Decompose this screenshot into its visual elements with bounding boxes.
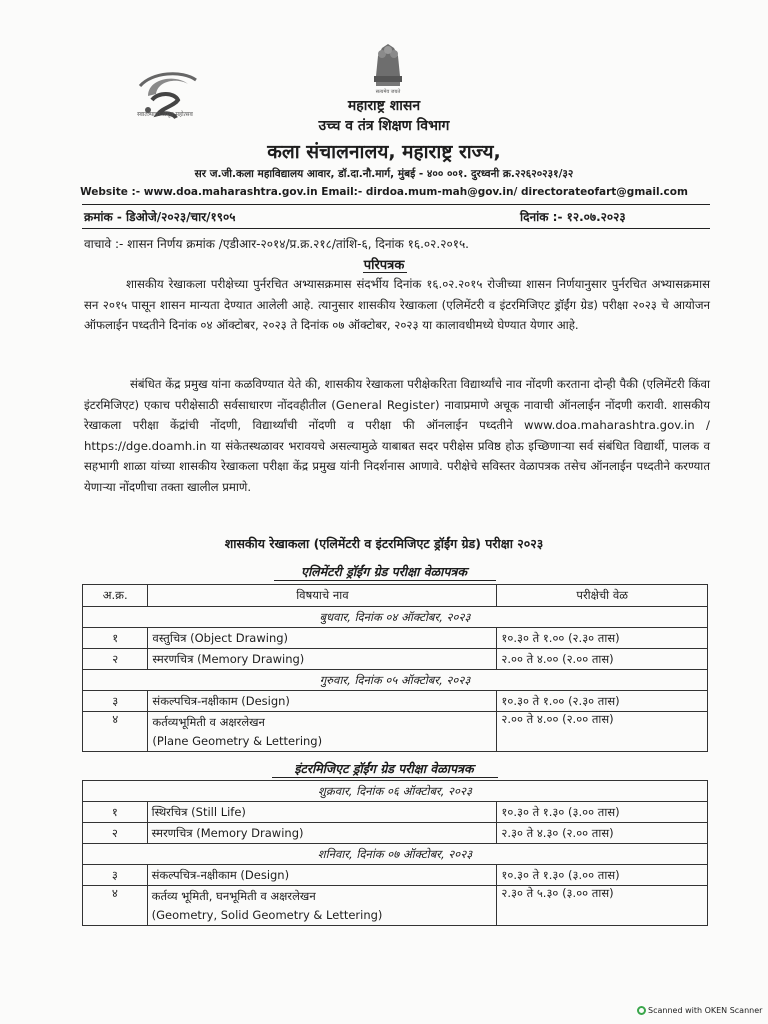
subject-name-line: कर्तव्य भूमिती, घनभूमिती व अक्षरलेखन bbox=[151, 888, 316, 903]
table-row bbox=[83, 712, 708, 752]
reference-number: क्रमांक - डिओजे/२०२३/चार/१९०५ bbox=[84, 210, 236, 224]
exam-time: २.०० ते ४.०० (२.०० तास) bbox=[497, 712, 708, 752]
serial-number: ३ bbox=[83, 865, 148, 886]
reference-date: दिनांक :- १२.०७.२०२३ bbox=[520, 210, 626, 224]
column-header: परीक्षेची वेळ bbox=[497, 585, 708, 607]
table-row bbox=[83, 802, 708, 823]
day-label: बुधवार, दिनांक ०४ ऑक्टोबर, २०२३ bbox=[83, 607, 708, 628]
day-row bbox=[83, 781, 708, 802]
directorate-name: कला संचालनालय, महाराष्ट्र राज्य, bbox=[267, 141, 501, 163]
paragraph-2-text: संबंधित केंद्र प्रमुख यांना कळविण्यात येते की, शासकीय रेखाकला परीक्षेकरिता विद्यार्थ्यांचे नाव नोंदणी करताना दोन्ही पैकी (एलिमेंटरी किंवा इंटरमिजिएट) एकाच परीक्षेसाठी सर्वसाधारण नोंदवहीतील (General Register) नावाप्रमाणे अचूक नावाची ऑनलाईन नोंदणी करावी. शासकीय रेखाकला परीक्षा केंद्रांची नोंदणी, विद्यार्थ्यांची नोंदणी व परीक्षा फी ऑनलाईन पध्दतीने bbox=[84, 377, 710, 433]
column-header: विषयाचे नाव bbox=[148, 585, 497, 607]
serial-number: ३ bbox=[83, 691, 148, 712]
table-row bbox=[83, 628, 708, 649]
title-underline bbox=[363, 272, 407, 273]
website-line: Website :- www.doa.maharashtra.gov.in Email:- dirdoa.mum-mah@gov.in/ directorateofart@gmail.com bbox=[80, 186, 688, 198]
serial-number: २ bbox=[83, 649, 148, 670]
day-row bbox=[83, 607, 708, 628]
exam-title: शासकीय रेखाकला (एलिमेंटरी व इंटरमिजिएट ड्रॉईंग ग्रेड) परीक्षा २०२३ bbox=[224, 536, 544, 551]
table-row bbox=[83, 886, 708, 926]
subject-name-english: (Geometry, Solid Geometry & Lettering) bbox=[151, 907, 383, 922]
subject-name-english: (Plane Geometry & Lettering) bbox=[152, 733, 323, 748]
day-row bbox=[83, 670, 708, 691]
subject-name bbox=[148, 712, 497, 752]
circular-title: परिपत्रक bbox=[363, 258, 405, 273]
table-row bbox=[83, 691, 708, 712]
serial-number: ४ bbox=[83, 712, 148, 752]
read-reference: वाचावे :- शासन निर्णय क्रमांक /एडीआर-२०१४/प्र.क्र.२१८/तांशि-६, दिनांक १६.०२.२०१५. bbox=[84, 237, 469, 251]
subject-name: स्थिरचित्र (Still Life) bbox=[147, 802, 497, 823]
heading-underline bbox=[274, 580, 496, 581]
column-header: अ.क्र. bbox=[83, 585, 148, 607]
paragraph-2-text-cont: या संकेतस्थळावर भरावयचे असल्यामुळे याबाबत सदर परीक्षेस प्रविष्ठ होऊ इच्छिणाऱ्या सर्व संबंधित विद्यार्थी, पालक व सहभागी शाळा यांच्या शासकीय रेखाकला परीक्षा केंद्र प्रमुख यांनी निदर्शनास आणावे. परीक्षेचे सविस्तर वेळापत्रक तसेच ऑनलाईन पध्दतीने करण्यात येणाऱ्या नोंदणीचा तक्ता खालील प्रमाणे. bbox=[84, 438, 710, 494]
subject-name: स्मरणचित्र (Memory Drawing) bbox=[147, 823, 497, 844]
address-line: सर ज.जी.कला महाविद्यालय आवार, डॉ.दा.नौ.मार्ग, मुंबई - ४०० ००१. दुरध्वनी क्र.२२६२०२३१/३२ bbox=[194, 168, 574, 180]
paragraph-1: शासकीय रेखाकला परीक्षेच्या पुर्नरचित अभ्यासक्रमास संदर्भीय दिनांक १६.०२.२०१५ रोजीच्या शासन निर्णयानुसार पुर्नरचित अभ्यासक्रमास सन २०१५ पासून शासन मान्यता देण्यात आलेली आहे. त्यानुसार शासकीय रेखाकला (एलिमेंटरी व इंटरमिजिएट ड्रॉईंग ग्रेड) परीक्षा २०२३ चे आयोजन ऑफलाईन पध्दतीने दिनांक ०४ ऑक्टोबर, २०२३ ते दिनांक ०७ ऑक्टोबर, २०२३ या कालावधीमध्ये घेण्यात येणार आहे. bbox=[84, 277, 710, 333]
subject-name: वस्तुचित्र (Object Drawing) bbox=[148, 628, 497, 649]
department-name: उच्च व तंत्र शिक्षण विभाग bbox=[318, 118, 450, 134]
elementary-table bbox=[82, 584, 708, 752]
exam-time: १०.३० ते १.०० (२.३० तास) bbox=[497, 691, 708, 712]
table-row bbox=[83, 649, 708, 670]
subject-name: संकल्पचित्र-नक्षीकाम (Design) bbox=[147, 865, 497, 886]
serial-number: २ bbox=[83, 823, 148, 844]
exam-time: १०.३० ते १.३० (३.०० तास) bbox=[497, 802, 708, 823]
emblem-caption: सत्यमेव जयते bbox=[375, 89, 401, 95]
table-row bbox=[83, 823, 708, 844]
exam-time: २.३० ते ५.३० (३.०० तास) bbox=[497, 886, 708, 926]
subject-name-line: कर्तव्यभूमिती व अक्षरलेखन bbox=[152, 714, 265, 729]
national-emblem-icon bbox=[366, 38, 410, 92]
serial-number: १ bbox=[83, 628, 148, 649]
scanner-logo-icon bbox=[637, 1006, 646, 1015]
logo-caption: स्वातंत्र्याचा अमृत महोत्सव bbox=[137, 111, 193, 118]
exam-time: २.०० ते ४.०० (२.०० तास) bbox=[497, 649, 708, 670]
government-name: महाराष्ट्र शासन bbox=[347, 98, 421, 114]
scanner-watermark: Scanned with OKEN Scanner bbox=[648, 1006, 763, 1015]
intermediate-heading: इंटरमिजिएट ड्रॉईंग ग्रेड परीक्षा वेळापत्रक bbox=[294, 761, 474, 776]
day-row bbox=[83, 844, 708, 865]
day-label: शनिवार, दिनांक ०७ ऑक्टोबर, २०२३ bbox=[83, 844, 708, 865]
exam-time: १०.३० ते १.३० (३.०० तास) bbox=[497, 865, 708, 886]
table-row bbox=[83, 865, 708, 886]
heading-underline bbox=[272, 777, 498, 778]
exam-time: २.३० ते ४.३० (२.०० तास) bbox=[497, 823, 708, 844]
table-header-row bbox=[83, 585, 708, 607]
subject-name bbox=[147, 886, 497, 926]
serial-number: १ bbox=[83, 802, 148, 823]
day-label: गुरुवार, दिनांक ०५ ऑक्टोबर, २०२३ bbox=[83, 670, 708, 691]
divider bbox=[82, 204, 710, 205]
subject-name: संकल्पचित्र-नक्षीकाम (Design) bbox=[148, 691, 497, 712]
registration-link[interactable]: www.doa.maharashtra.gov.in / https://dge.doamh.in bbox=[84, 418, 710, 453]
paragraph-2 bbox=[84, 374, 710, 498]
subject-name: स्मरणचित्र (Memory Drawing) bbox=[148, 649, 497, 670]
intermediate-table bbox=[82, 780, 708, 926]
serial-number: ४ bbox=[83, 886, 148, 926]
day-label: शुक्रवार, दिनांक ०६ ऑक्टोबर, २०२३ bbox=[83, 781, 708, 802]
elementary-heading: एलिमेंटरी ड्रॉईंग ग्रेड परीक्षा वेळापत्रक bbox=[301, 564, 467, 579]
exam-time: १०.३० ते १.०० (२.३० तास) bbox=[497, 628, 708, 649]
divider bbox=[82, 228, 710, 229]
